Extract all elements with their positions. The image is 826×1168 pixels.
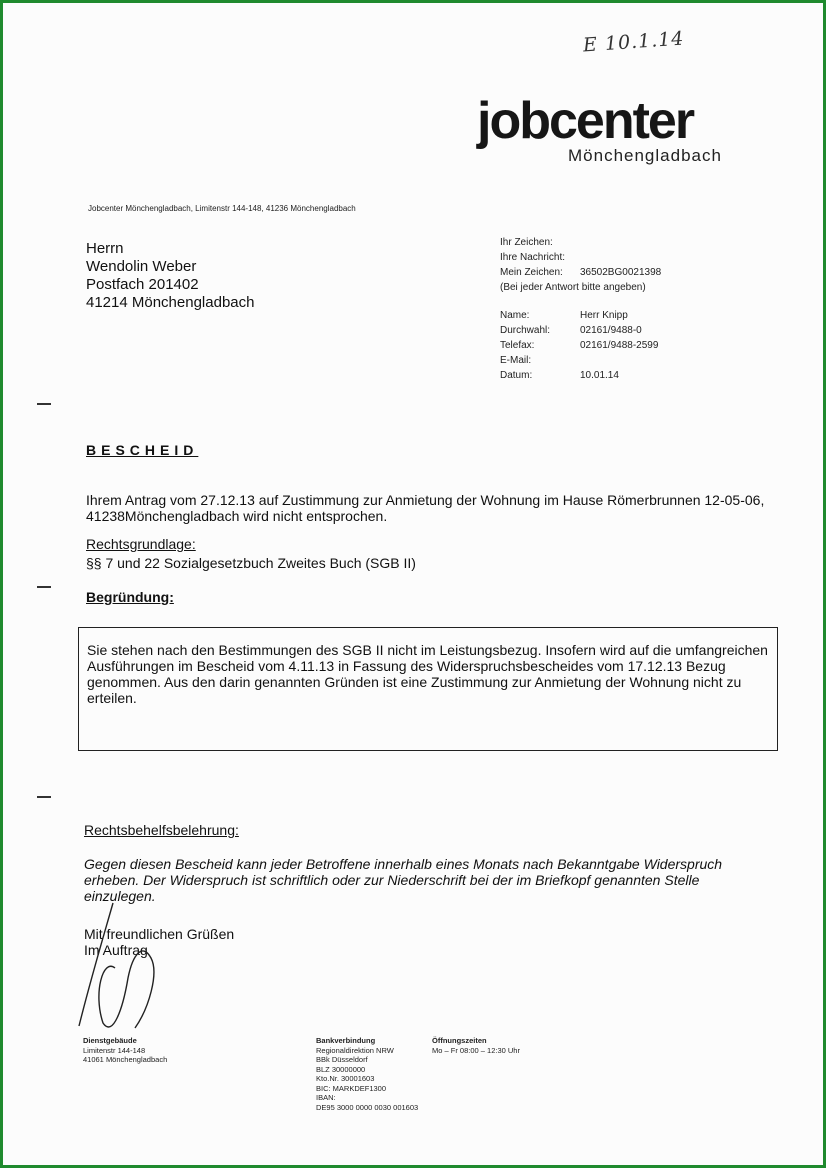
signature [73, 898, 183, 1038]
legal-basis-label: Rechtsgrundlage: [86, 536, 196, 552]
reference-block [500, 235, 661, 295]
reason-box [78, 627, 778, 751]
reference-note: (Bei jeder Antwort bitte angeben) [500, 282, 646, 293]
contact-telefax-row [500, 338, 658, 353]
remedy-label: Rechtsbehelfsbelehrung: [84, 822, 239, 838]
fold-mark-middle [37, 586, 51, 588]
recipient-city: 41214 Mönchengladbach [86, 294, 255, 311]
sender-line: Jobcenter Mönchengladbach, Limitenstr 144-148, 41236 Mönchengladbach [88, 204, 356, 213]
bank-line5: BIC: MARKDEF1300 [316, 1083, 387, 1093]
contact-block [500, 308, 658, 383]
reason-text: Sie stehen nach den Bestimmungen des SGB II nicht im Leistungsbezug. Insofern wird auf die umfangreichen Ausführungen im Bescheid vom 4.11.13 in Fassung des Widerspruchsbescheides vom 17.12.13 Bezug genommen. Aus den darin genannten Gründen ist eine Zustimmung zur Anmietung der Wohnung nicht zu erteilen. [87, 642, 768, 706]
contact-name-row [500, 308, 658, 323]
legal-basis-text: §§ 7 und 22 Sozialgesetzbuch Zweites Buch (SGB II) [86, 555, 416, 571]
logo-subtitle: Mönchengladbach [568, 146, 722, 165]
hours-title: Öffnungszeiten [432, 1036, 487, 1045]
jobcenter-logo: jobcenter [477, 92, 694, 150]
name-value: Herr Knipp [580, 310, 628, 321]
datum-value: 10.01.14 [580, 370, 619, 381]
recipient-name: Wendolin Weber [86, 258, 197, 275]
hours-line1: Mo – Fr 08:00 – 12:30 Uhr [432, 1045, 520, 1055]
mein-zeichen-row [500, 265, 661, 280]
datum-label: Datum: [500, 370, 533, 381]
bank-line6: IBAN: [316, 1093, 336, 1102]
ihr-zeichen-label: Ihr Zeichen: [500, 237, 553, 248]
mein-zeichen-label: Mein Zeichen: [500, 267, 563, 278]
remedy-text: Gegen diesen Bescheid kann jeder Betroffene innerhalb eines Monats nach Bekanntgabe Widerspruch erheben. Der Widerspruch ist schriftlich oder zur Niederschrift bei der im Briefkopf genannten Stelle einzulegen. [84, 856, 723, 904]
building-line2: 41061 Mönchengladbach [83, 1055, 168, 1064]
contact-durchwahl-row [500, 323, 658, 338]
contact-email-row [500, 353, 658, 368]
fold-mark-bottom [37, 796, 51, 798]
contact-datum-row [500, 368, 658, 383]
document-title: BESCHEID [86, 442, 199, 458]
footer-hours [432, 1036, 520, 1055]
closing-greeting: Mit freundlichen Grüßen [84, 926, 235, 942]
building-title: Dienstgebäude [83, 1036, 137, 1045]
telefax-label: Telefax: [500, 340, 535, 351]
recipient-street: Postfach 201402 [86, 276, 199, 293]
recipient-address [86, 240, 254, 312]
footer-bank [316, 1036, 418, 1112]
building-line1: Limitenstr 144-148 [83, 1045, 146, 1055]
bank-line4: Kto.Nr. 30001603 [316, 1074, 375, 1083]
bank-line3: BLZ 30000000 [316, 1064, 366, 1074]
email-label: E-Mail: [500, 355, 532, 366]
durchwahl-label: Durchwahl: [500, 325, 551, 336]
bank-title: Bankverbindung [316, 1036, 376, 1045]
ihre-nachricht-label: Ihre Nachricht: [500, 252, 566, 263]
handwritten-note: E 10.1.14 [582, 27, 686, 57]
recipient-salutation: Herrn [86, 240, 124, 257]
bank-line1: Regionaldirektion NRW [316, 1045, 394, 1055]
footer-building [83, 1036, 167, 1065]
bank-line2: BBk Düsseldorf [316, 1055, 368, 1064]
durchwahl-value: 02161/9488-0 [580, 325, 642, 336]
decision-paragraph: Ihrem Antrag vom 27.12.13 auf Zustimmung zur Anmietung der Wohnung im Hause Römerbrunnen 12-05-06, 41238Mönchengladbach wird nicht entsprochen. [86, 492, 765, 524]
mein-zeichen-value: 36502BG0021398 [580, 267, 662, 278]
name-label: Name: [500, 310, 530, 321]
closing-on-behalf: Im Auftrag [84, 942, 148, 958]
bank-line7: DE95 3000 0000 0030 001603 [316, 1102, 419, 1112]
fold-mark-top [37, 403, 51, 405]
reason-label: Begründung: [86, 589, 174, 605]
telefax-value: 02161/9488-2599 [580, 340, 659, 351]
